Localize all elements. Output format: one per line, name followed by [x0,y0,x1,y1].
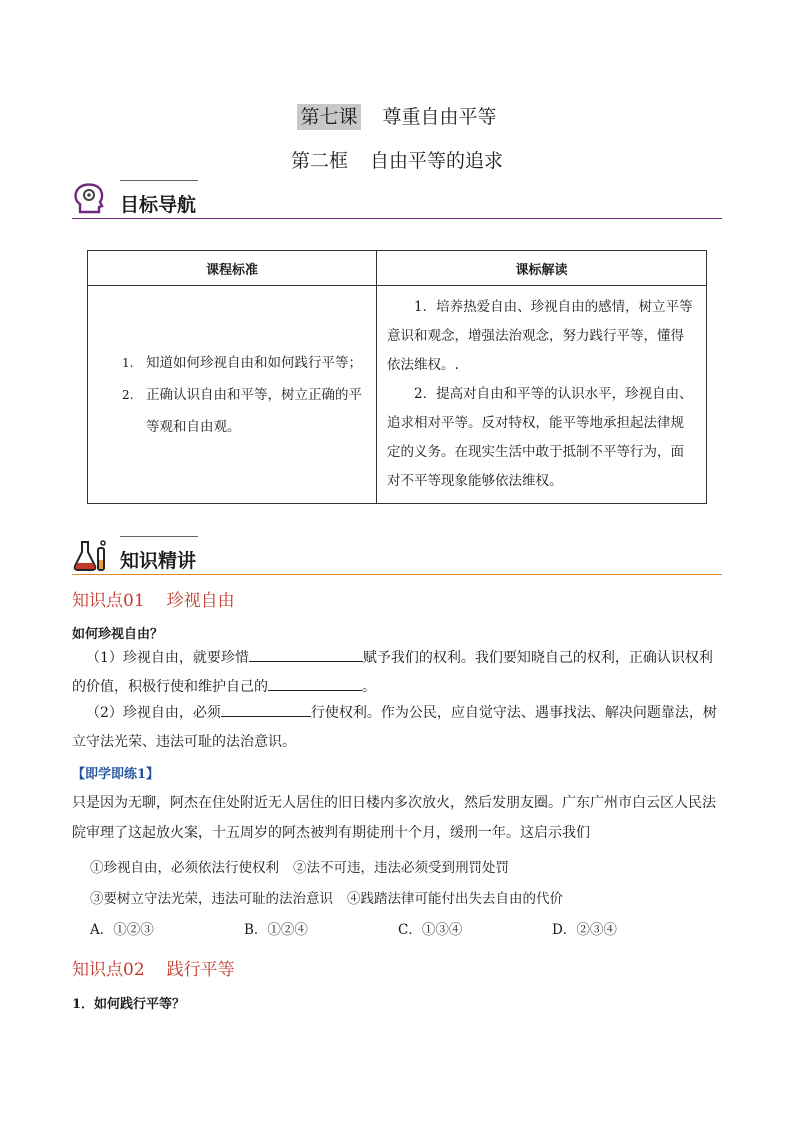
option-a[interactable]: A．①②③ [90,922,154,938]
nav-heading: 目标导航 [120,194,197,216]
knowledge-heading: 知识精讲 [120,550,197,572]
section-title [0,146,794,173]
interpretation-para: 1．培养热爱自由、珍视自由的感情，树立平等意识和观念，增强法治观念，努力践行平等，懂得依法维权。. [387,299,693,373]
flask-icon [72,538,110,572]
statement-row [90,856,509,876]
fill-blank[interactable] [249,647,363,662]
head-gear-icon [72,182,110,216]
option-c[interactable]: C．①③④ [398,922,463,938]
knowledge-point-title: 知识点02 践行平等 [72,960,235,980]
kp1-paragraph-1: （1）珍视自由，就要珍惜 赋予我们的权利。我们要知晓自己的权利，正确认识权利的价值，积极行使和维护自己的 。 [72,644,722,702]
lesson-title [0,102,794,129]
exercise-label: 【即学即练1】 [72,767,160,782]
lesson-name: 尊重自由平等 [382,106,497,128]
list-item: 2. 正确认识自由和平等，树立正确的平等观和自由观。 [122,386,362,435]
table-header: 课标解读 [377,251,707,286]
nav-section-header [72,180,722,220]
question-heading: 如何珍视自由？ [72,627,164,642]
section-number: 第二框 [290,150,348,172]
statement: ③要树立守法光荣，违法可耻的法治意识 [90,891,333,907]
knowledge-section-header [72,536,722,576]
interpretation-cell [377,286,707,504]
exercise-text: 只是因为无聊，阿杰在住处附近无人居住的旧日楼内多次放火，然后发朋友圈。广东广州市白云区人民法院审理了这起放火案，十五周岁的阿杰被判有期徒刑十个月，缓刑一年。这启示我们 [72,795,716,841]
table-header: 课程标准 [88,251,377,286]
fill-blank[interactable] [268,676,362,691]
standards-cell [88,286,377,504]
option-b[interactable]: B．①②④ [244,922,308,938]
fill-blank[interactable] [221,702,311,717]
knowledge-point-title: 知识点01 珍视自由 [72,591,235,611]
statement-row [90,887,563,907]
list-item: 1. 知道如何珍视自由和如何践行平等； [122,354,362,371]
statement: ①珍视自由，必须依法行使权利 [90,860,279,876]
standards-table [87,250,707,504]
statement: ④践踏法律可能付出失去自由的代价 [347,891,563,907]
lesson-number: 第七课 [297,104,360,130]
statement: ②法不可违，违法必须受到刑罚处罚 [293,860,509,876]
question-heading: 1．如何践行平等？ [72,997,186,1012]
option-d[interactable]: D．②③④ [552,922,617,938]
section-name: 自由平等的追求 [370,150,504,172]
interpretation-para: 2．提高对自由和平等的认识水平，珍视自由、追求相对平等。反对特权，能平等地承担起法律规定的义务。在现实生活中敢于抵制不平等行为，面对不平等现象能够依法维权。 [387,386,693,489]
kp1-paragraph-2: （2）珍视自由，必须 行使权利。作为公民，应自觉守法、遇事找法、解决问题靠法，树立守法光荣、违法可耻的法治意识。 [72,699,722,757]
